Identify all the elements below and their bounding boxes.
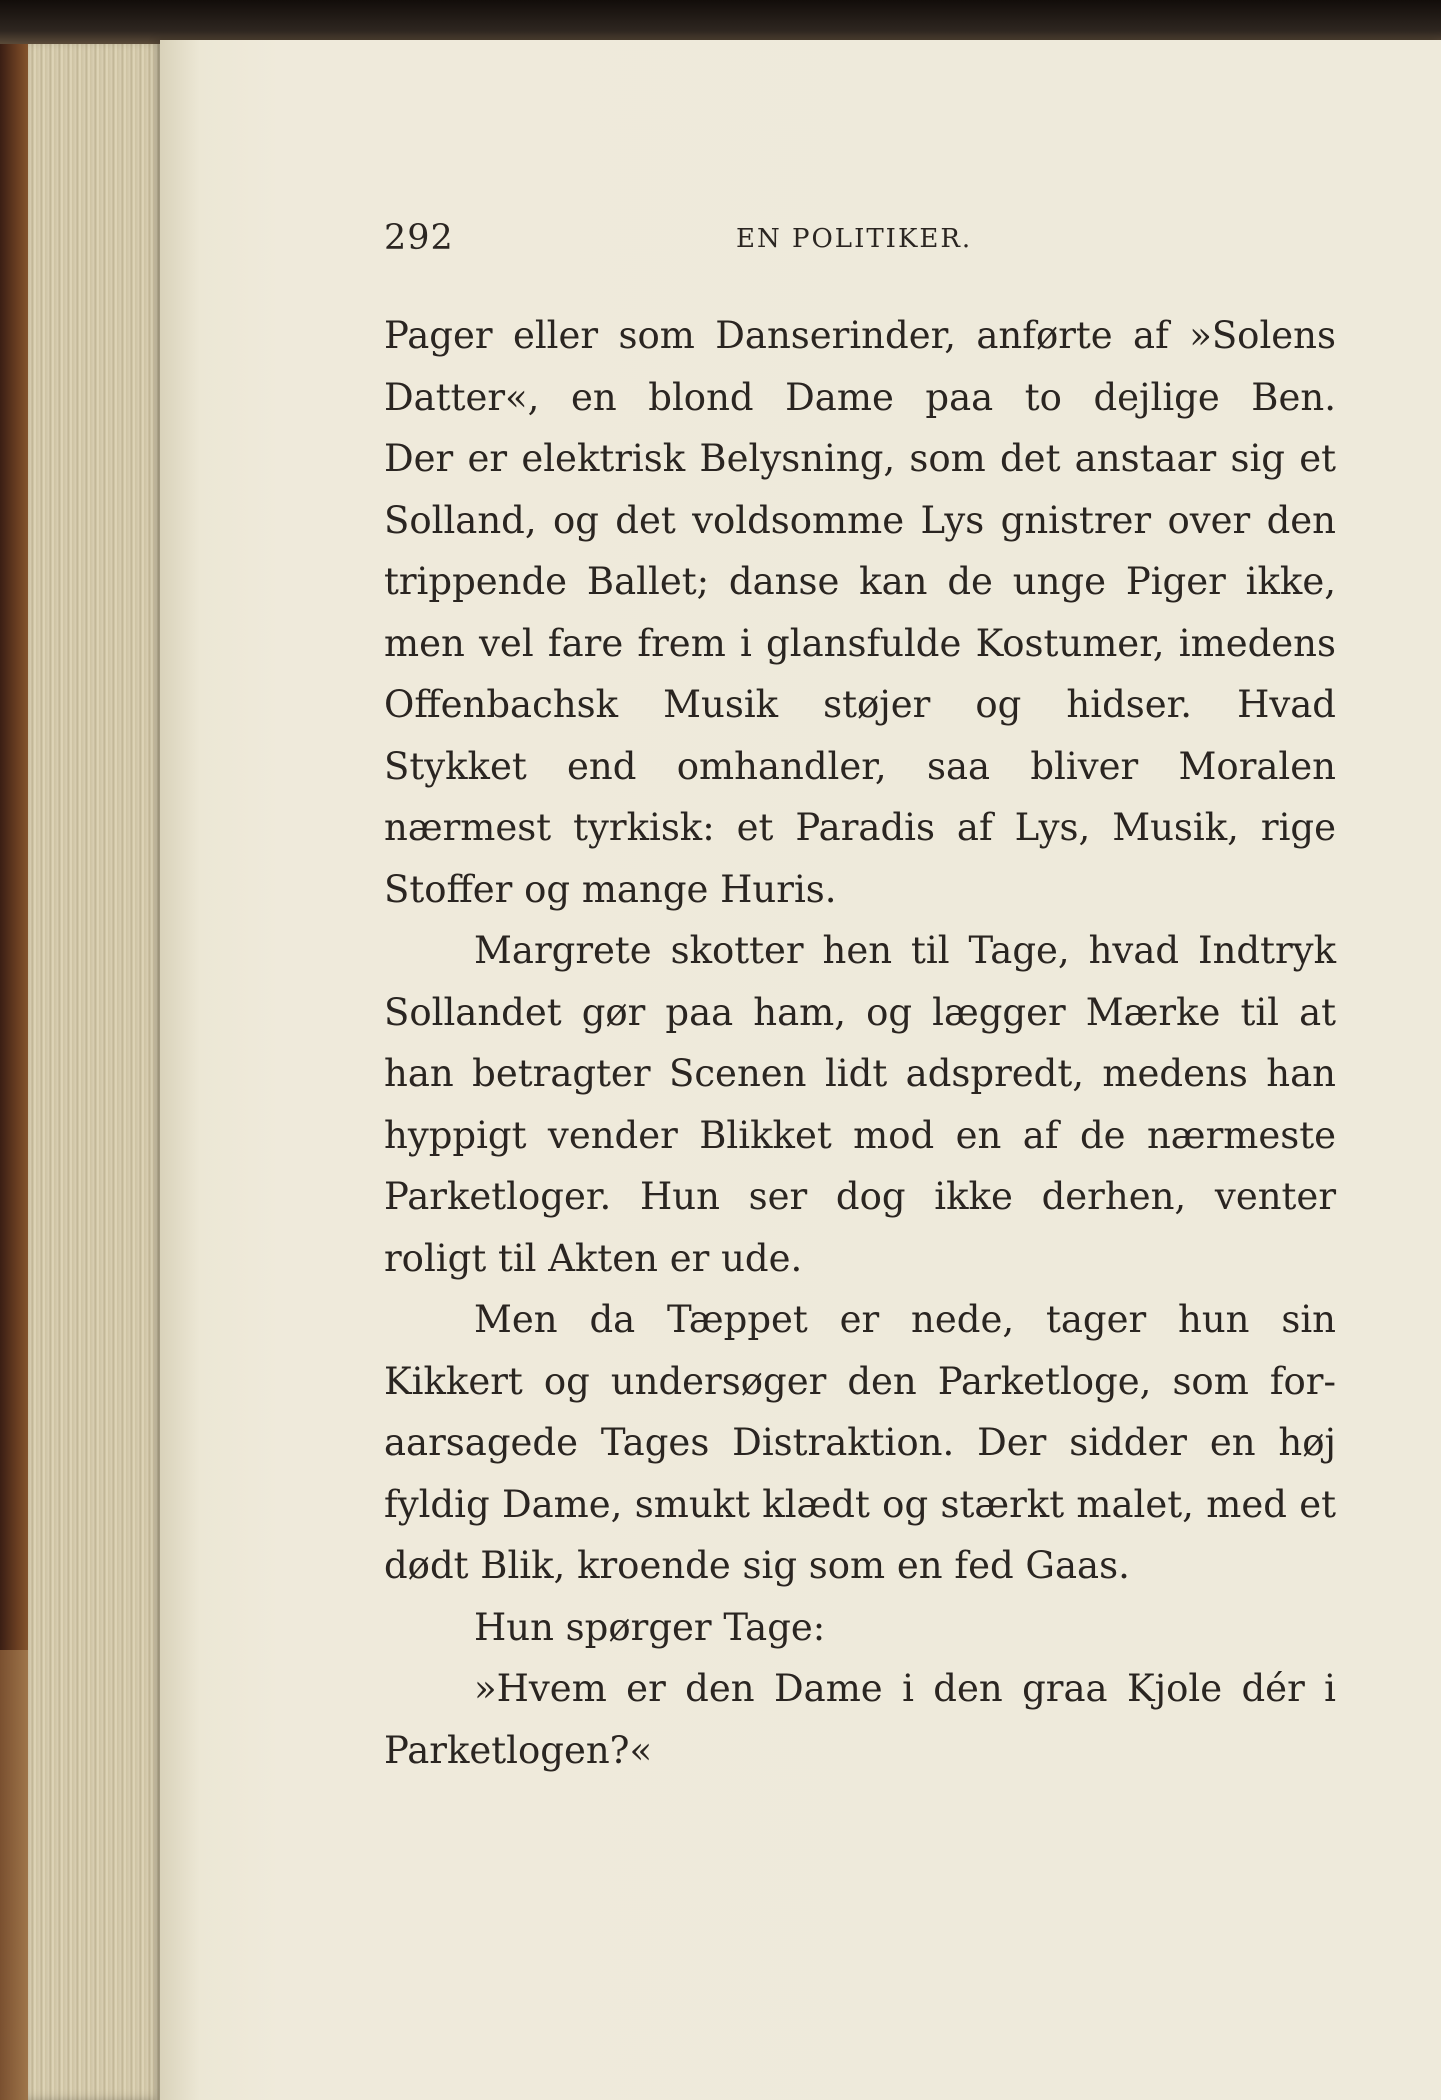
text-line: aarsagede Tages Distraktion. Der sidder en høj — [384, 1421, 1336, 1464]
text-line: hyppigt vender Blikket mod en af de nærmeste — [384, 1113, 1336, 1157]
page-stack — [28, 40, 168, 2100]
page-header — [384, 218, 1344, 266]
text-line: dødt Blik, kroende sig som en fed Gaas. — [384, 1544, 1130, 1587]
text-line: Margrete skotter hen til Tage, hvad Indtryk — [474, 929, 1336, 972]
text-line: men vel fare frem i glansfulde Kostumer, imedens — [384, 621, 1336, 665]
text-line: Der er elektrisk Belysning, som det anstaar sig et — [384, 437, 1336, 480]
text-line: fyldig Dame, smukt klædt og stærkt malet, med et — [384, 1482, 1336, 1526]
text-line: Solland, og det voldsomme Lys gnistrer over den — [384, 498, 1336, 542]
text-line: Kikkert og undersøger den Parketloge, som for- — [384, 1359, 1336, 1403]
body-text — [384, 305, 1336, 1781]
text-line: Pager eller som Danserinder, anførte af »Solens — [384, 314, 1336, 357]
text-line: roligt til Akten er ude. — [384, 1236, 803, 1280]
text-line: han betragter Scenen lidt adspredt, medens han — [384, 1052, 1336, 1095]
text-line: Offenbachsk Musik støjer og hidser. Hvad — [384, 683, 1336, 726]
book-top-edge — [0, 0, 1441, 44]
page-number: 292 — [384, 218, 454, 258]
text-line: Stoffer og mange Huris. — [384, 867, 837, 911]
running-head: EN POLITIKER. — [736, 224, 973, 254]
text-line: Men da Tæppet er nede, tager hun sin — [474, 1298, 1336, 1341]
text-line: Stykket end omhandler, saa bliver Moralen — [384, 744, 1336, 788]
text-line: Hun spørger Tage: — [474, 1605, 826, 1649]
text-line: trippende Ballet; danse kan de unge Piger ikke, — [384, 560, 1336, 603]
text-line: »Hvem er den Dame i den graa Kjole dér i — [474, 1667, 1336, 1710]
text-line: Datter«, en blond Dame paa to dejlige Ben. — [384, 375, 1336, 419]
text-line: Sollandet gør paa ham, og lægger Mærke til at — [384, 990, 1336, 1034]
text-line: nærmest tyrkisk: et Paradis af Lys, Musik, rige — [384, 806, 1336, 849]
text-line: Parketlogen?« — [384, 1728, 653, 1772]
text-line: Parketloger. Hun ser dog ikke derhen, venter — [384, 1175, 1336, 1218]
